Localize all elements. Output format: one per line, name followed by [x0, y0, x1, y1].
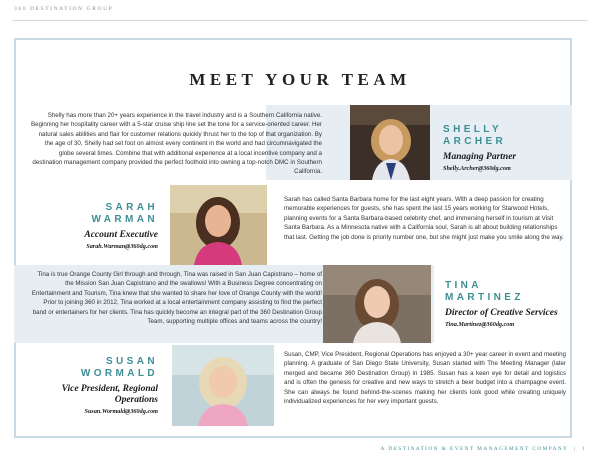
sarah-last-name: WARMAN: [91, 214, 158, 225]
sarah-bio: Sarah has called Santa Barbara home for the last eight years. With a deep passion for creating memorable experiences for guests, she has spent the last 15 years working for Starwood Hotels, planning events for a Santa Barbara-based celebrity chef, and immersing herself in tourism at Visit Santa Barbara. As a Minnesota native with a California soul, Sarah is all about building relationships that last. Getting the job done is priority number one, but she might just make you smile along the way.: [284, 196, 564, 241]
page-footer: [381, 446, 586, 452]
sarah-photo: [170, 185, 267, 265]
header-divider: [12, 20, 588, 21]
tina-role: Director of Creative Services: [445, 308, 558, 318]
tina-last-name: MARTINEZ: [445, 292, 524, 303]
sarah-info: [30, 202, 158, 250]
sarah-email: Sarah.Warman@360dg.com: [86, 243, 158, 250]
shelly-last-name: ARCHER: [443, 136, 507, 147]
susan-email: Susan.Wormald@360dg.com: [84, 408, 158, 415]
footer-separator: |: [573, 446, 577, 452]
page-title: MEET YOUR TEAM: [189, 70, 411, 89]
shelly-first-name: SHELLY: [443, 124, 502, 135]
tina-first-name: TINA: [445, 280, 482, 291]
tina-photo: [323, 265, 431, 343]
tina-info: [445, 280, 573, 328]
susan-bio: Susan, CMP, Vice President, Regional Operations has enjoyed a 30+ year career in event and meeting planning. A graduate of San Diego State University, Susan started with The Meeting Manager (later merged and became 360 Destination Group) in 1985. Susan has a keen eye for detail and logistics and is often the genesis for creative and new ways to stretch a beer budget into a champagne event. She can always be found behind-the-scenes making her clients look good while creating uniquely individualized experiences for her very important guests.: [284, 351, 566, 406]
susan-role: Vice President, Regional Operations: [61, 384, 158, 405]
susan-last-name: WORMALD: [80, 368, 158, 379]
susan-first-name: SUSAN: [105, 356, 158, 367]
footer-tagline: A DESTINATION & EVENT MANAGEMENT COMPANY: [380, 446, 569, 452]
shelly-photo: [350, 105, 430, 180]
sarah-role: Account Executive: [84, 230, 158, 240]
sarah-first-name: SARAH: [105, 202, 158, 213]
brand-label: 360 DESTINATION GROUP: [14, 6, 114, 12]
shelly-email: Shelly.Archer@360dg.com: [443, 165, 511, 172]
page-number: 1: [581, 446, 586, 452]
tina-bio: Tina is true Orange County Girl through and through, Tina was raised in San Juan Capistrano – home of the Mission San Juan Capistrano and the swallows! With a Business Degree concentrating on Entertainment and Tourism, Tina knew that she wanted to share her love of Orange County with the world! Prior to joining 360 in 2012, Tina worked at a local entertainment company assisting to find the perfect band or entertainers for her clients. Tina has quickly become an integral part of the 360 Destination Group Team, supporting multiple offices and teams across the country!: [31, 271, 322, 326]
susan-info: [30, 356, 158, 415]
shelly-info: [443, 124, 573, 172]
tina-email: Tina.Martinez@360dg.com: [445, 321, 515, 328]
shelly-bio: Shelly has more than 20+ years experience in the travel industry and is a Southern California native. Beginning her hospitality career with a 5-star cruise ship line set the tone for a service-oriented career. Her natural sales abilities and flair for customer relations quickly thrust her to the top of that organization. By the age of 30, Shelly had set foot on almost every continent in the world and had circumnavigated the globe several times. Combine that with additional experience at a local incentive company and a destination management company provided the perfect foothold into owning a top-notch DMC in Southern California.: [31, 112, 322, 176]
shelly-role: Managing Partner: [443, 152, 517, 162]
susan-photo: [172, 345, 274, 426]
